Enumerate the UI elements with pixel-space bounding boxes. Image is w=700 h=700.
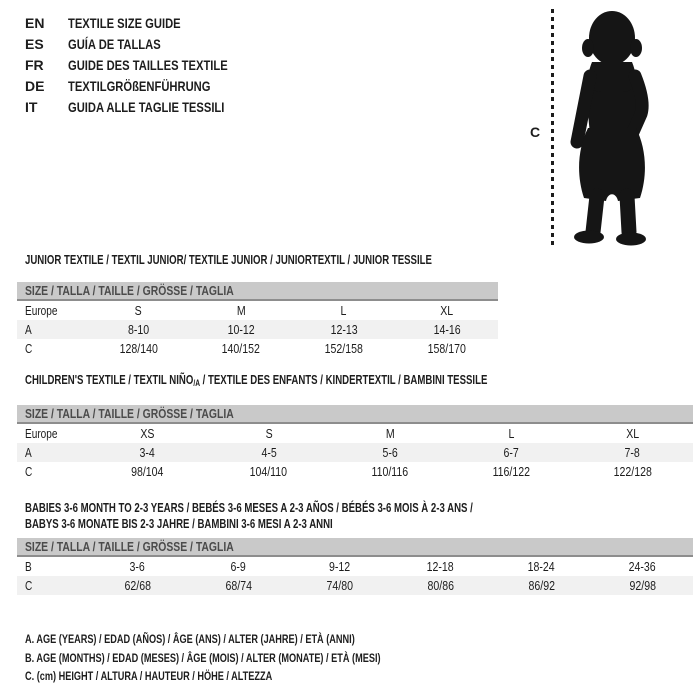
cell-value: M bbox=[236, 303, 246, 318]
language-label: TEXTILGRÖßENFÜHRUNG bbox=[68, 78, 211, 94]
cell-value: 18-24 bbox=[527, 559, 556, 574]
language-label: GUIDE DES TAILLES TEXTILE bbox=[68, 57, 228, 73]
height-measure-line bbox=[551, 9, 554, 245]
size-header-band: SIZE / TALLA / TAILLE / GRÖSSE / TAGLIA bbox=[17, 282, 498, 301]
table-row-height bbox=[17, 576, 693, 595]
language-code: DE bbox=[25, 78, 45, 94]
row-label: Europe bbox=[25, 426, 58, 441]
cell-value: 14-16 bbox=[433, 322, 461, 337]
cell-value: 62/68 bbox=[124, 578, 151, 593]
cell-value: 3-4 bbox=[139, 445, 156, 460]
cell-value: 4-5 bbox=[261, 445, 277, 460]
table-row-age bbox=[17, 443, 693, 462]
cell-value: 8-10 bbox=[127, 322, 149, 337]
cell-value: 152/158 bbox=[324, 341, 363, 356]
junior-textile-section bbox=[17, 252, 498, 358]
cell-value: XS bbox=[140, 426, 155, 441]
height-measure-label: C bbox=[530, 124, 541, 140]
footnotes bbox=[25, 630, 505, 686]
row-label: Europe bbox=[25, 303, 58, 318]
cell-value: 74/80 bbox=[326, 578, 353, 593]
cell-value: XL bbox=[440, 303, 454, 318]
cell-value: 68/74 bbox=[225, 578, 252, 593]
cell-value: 7-8 bbox=[624, 445, 641, 460]
language-row bbox=[25, 13, 268, 34]
cell-value: 6-7 bbox=[503, 445, 519, 460]
table-row-europe bbox=[17, 301, 498, 320]
cell-value: 80/86 bbox=[427, 578, 454, 593]
cell-value: 122/128 bbox=[613, 464, 652, 479]
language-row bbox=[25, 34, 268, 55]
row-label: C bbox=[25, 464, 33, 479]
table-row-height bbox=[17, 462, 693, 481]
cell-value: M bbox=[385, 426, 395, 441]
cell-value: 128/140 bbox=[119, 341, 158, 356]
cell-value: 12-13 bbox=[330, 322, 358, 337]
cell-value: 116/122 bbox=[492, 464, 530, 479]
cell-value: L bbox=[340, 303, 347, 318]
language-row bbox=[25, 97, 268, 118]
babies-title-line2: BABYS 3-6 MONATE BIS 2-3 JAHRE / BAMBINI 3-6 MESI A 2-3 ANNI bbox=[25, 516, 333, 531]
cell-value: 24-36 bbox=[628, 559, 657, 574]
size-header-band: SIZE / TALLA / TAILLE / GRÖSSE / TAGLIA bbox=[17, 405, 693, 424]
language-row bbox=[25, 76, 268, 97]
row-label: B bbox=[25, 559, 32, 574]
children-title: CHILDREN'S TEXTILE / TEXTIL $NIÑO_{/A}$ / TEXTILE DES ENFANTS / KINDERTEXTIL / BAMBINI TESSILE bbox=[25, 372, 488, 388]
junior-title: JUNIOR TEXTILE / TEXTIL JUNIOR/ TEXTILE JUNIOR / JUNIORTEXTIL / JUNIOR TESSILE bbox=[25, 252, 432, 267]
cell-value: 6-9 bbox=[230, 559, 247, 574]
table-row-europe bbox=[17, 424, 693, 443]
language-list bbox=[25, 13, 268, 118]
row-label: C bbox=[25, 578, 33, 593]
cell-value: 86/92 bbox=[528, 578, 555, 593]
cell-value: 158/170 bbox=[427, 341, 466, 356]
row-label: A bbox=[25, 322, 32, 337]
cell-value: 9-12 bbox=[328, 559, 351, 574]
footnote: B. AGE (MONTHS) / EDAD (MESES) / ÂGE (MOIS) / ALTER (MONATE) / ETÀ (MESI) bbox=[25, 650, 381, 665]
cell-value: 12-18 bbox=[426, 559, 455, 574]
footnote: A. AGE (YEARS) / EDAD (AÑOS) / ÂGE (ANS) / ALTER (JAHRE) / ETÀ (ANNI) bbox=[25, 632, 355, 646]
cell-value: XL bbox=[625, 426, 639, 441]
babies-textile-section bbox=[17, 500, 693, 595]
row-label: C bbox=[25, 341, 33, 356]
language-label: GUIDA ALLE TAGLIE TESSILI bbox=[68, 99, 225, 115]
table-row-height bbox=[17, 339, 498, 358]
cell-value: 104/110 bbox=[250, 464, 288, 479]
language-row bbox=[25, 55, 268, 76]
language-code: IT bbox=[25, 99, 38, 115]
language-label: GUÍA DE TALLAS bbox=[68, 36, 161, 52]
language-code: ES bbox=[25, 36, 44, 52]
footnote: C. (cm) HEIGHT / ALTURA / HAUTEUR / HÖHE / ALTEZZA bbox=[25, 669, 273, 683]
table-row-age-months bbox=[17, 557, 693, 576]
table-row-age bbox=[17, 320, 498, 339]
cell-value: S bbox=[134, 303, 142, 318]
title-subscript: /A bbox=[193, 378, 200, 388]
cell-value: 140/152 bbox=[222, 341, 261, 356]
cell-value: 10-12 bbox=[227, 322, 255, 337]
cell-value: 3-6 bbox=[129, 559, 146, 574]
language-code: FR bbox=[25, 57, 44, 73]
children-textile-section bbox=[17, 372, 693, 481]
language-code: EN bbox=[25, 15, 45, 31]
babies-title-line1: BABIES 3-6 MONTH TO 2-3 YEARS / BEBÉS 3-6 MESES A 2-3 AÑOS / BÉBÉS 3-6 MOIS À 2-3 ANS / bbox=[25, 500, 473, 515]
size-header-band: SIZE / TALLA / TAILLE / GRÖSSE / TAGLIA bbox=[17, 538, 693, 557]
cell-value: S bbox=[265, 426, 273, 441]
cell-value: 110/116 bbox=[371, 464, 409, 479]
toddler-silhouette-icon bbox=[560, 6, 664, 246]
cell-value: 98/104 bbox=[131, 464, 164, 479]
row-label: A bbox=[25, 445, 32, 460]
language-label: TEXTILE SIZE GUIDE bbox=[68, 15, 181, 31]
cell-value: 92/98 bbox=[629, 578, 656, 593]
cell-value: L bbox=[508, 426, 515, 441]
cell-value: 5-6 bbox=[382, 445, 398, 460]
